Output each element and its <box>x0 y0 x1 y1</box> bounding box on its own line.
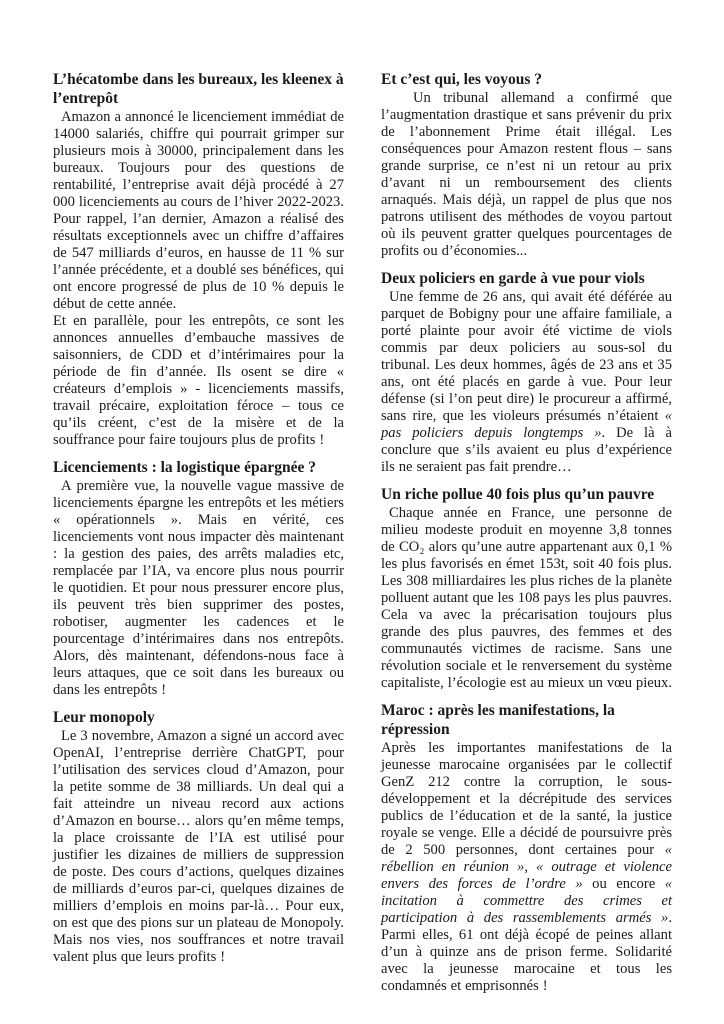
section-heading: Maroc : après les manifestations, la répression <box>381 702 615 738</box>
section-voyous <box>381 70 672 260</box>
section-maroc-repression <box>381 701 672 995</box>
paragraph: Le 3 novembre, Amazon a signé un accord avec OpenAI, l’entreprise derrière ChatGPT, pour l’utilisation des services cloud d’Amazon, pour la petite somme de 38 milliards. Un deal qui a fait atteindre un niveau record aux actions d’Amazon en bourse… alors qu’en même temps, la place croissante de l’IA est utilisé pour justifier les dizaines de milliers de suppression de poste. Des cours d’actions, quelques dizaines de milliards d’euros par-ci, quelques dizaines de milliers d’emplois en moins par-là… Pour eux, on est que des pions sur un plateau de Monopoly. Mais nos vies, nos souffrances et notre travail valent plus que leurs profits ! <box>53 728 344 965</box>
left-column <box>53 70 344 995</box>
section-heading: Licenciements : la logistique épargnée ? <box>53 459 317 476</box>
paragraph: Amazon a annoncé le licenciement immédiat de 14000 salariés, chiffre qui pourrait grimper sur plusieurs mois à 30000, principalement dans les bureaux. Toujours pour des questions de rentabilité, l’entreprise avait déjà procédé à 27 000 licenciements au cours de l’hiver 2022-2023. Pour rappel, l’an dernier, Amazon a réalisé des résultats exceptionnels avec un chiffre d’affaires de 547 milliards d’euros, en hausse de 11 % sur l’année précédente, et a doublé ses bénéfices, qui ont encore progressé de plus de 10 % depuis le début de cette année. <box>53 109 344 312</box>
paragraph: Un tribunal allemand a confirmé que l’augmentation drastique et sans prévenir du prix de l’abonnement Prime était illégal. Les conséquences pour Amazon restent flous – sans grande surprise, ce n’est ni un retour au prix d’avant ni un remboursement des clients arnaqués. Mais déjà, un rappel de plus que nos patrons utilisent des méthodes de voyou partout où ils peuvent gratter quelques pourcentages de profits ou d’économies... <box>381 90 672 259</box>
section-policiers-garde-a-vue <box>381 269 672 476</box>
section-hecatombe-bureaux <box>53 70 344 449</box>
section-heading: Un riche pollue 40 fois plus qu’un pauvre <box>381 486 655 503</box>
paragraph: Après les importantes manifestations de la jeunesse marocaine organisées par le collectif GenZ 212 contre la corruption, le sous-développement et la décrépitude des services publics de l’éducation et de la santé, la justice royale se venge. Elle a décidé de poursuivre près de 2 500 personnes, dont certaines pour « rébellion en réunion », « outrage et violence envers des forces de l’ordre » ou encore « incitation à commettre des crimes et participation à des rassemblements armés ». Parmi elles, 61 ont déjà écopé de peines allant d’un à quinze ans de prison ferme. Solidarité avec la jeunesse marocaine et tous les condamnés et emprisonnés ! <box>381 740 672 994</box>
paragraph: A première vue, la nouvelle vague massive de licenciements épargne les entrepôts et les métiers « opérationnels ». Mais en vérité, ces licenciements vont nous impacter dès maintenant : la gestion des paies, des arrêts maladies etc, remplacée par l’IA, va encore plus nous pourrir le quotidien. Et pour nous pressurer encore plus, ils peuvent très bien supprimer des postes, robotiser, augmenter les cadences et le pourcentage d’intérimaires dans nos entrepôts. Alors, dès maintenant, défendons-nous face à leurs attaques, que ce soit dans les bureaux ou dans les entrepôts ! <box>53 478 344 698</box>
paragraph: Chaque année en France, une personne de milieu modeste produit en moyenne 3,8 tonnes de CO₂ alors qu’une autre appartenant aux 0,1 % les plus favorisés en émet 153t, soit 40 fois plus. Les 308 milliardaires les plus riches de la planète polluent autant que les 108 pays les plus pauvres. Cela va avec la précarisation toujours plus grande des plus pauvres, des femmes et des communautés victimes de racisme. Sans une révolution sociale et le renversement du système capitaliste, l’écologie est au mieux un vœu pieux. <box>381 505 672 691</box>
section-riche-pollue <box>381 485 672 692</box>
section-heading: Deux policiers en garde à vue pour viols <box>381 270 645 287</box>
paragraph: Une femme de 26 ans, qui avait été déférée au parquet de Bobigny pour une affaire familiale, a porté plainte pour avoir été victime de viols commis par deux policiers au sous-sol du tribunal. Les deux hommes, âgés de 23 ans et 35 ans, ont été placés en garde à vue. Pour leur défense (si l’on peut dire) le procureur a affirmé, sans rire, que les violeurs présumés n’étaient « pas policiers depuis longtemps ». De là à conclure que s’ils avaient eu plus d’expérience ils ne seraient pas fait prendre… <box>381 289 672 475</box>
paragraph: Et en parallèle, pour les entrepôts, ce sont les annonces annuelles d’embauche massives de saisonniers, de CDD et d’intérimaires pour la période de fin d’année. Ils osent se dire « créateurs d’emplois » - licenciements massifs, travail précaire, exploitation féroce – tous ce qu’ils créent, c’est de la misère et de la souffrance pour faire toujours plus de profits ! <box>53 313 344 448</box>
two-column-layout <box>53 70 672 995</box>
section-licenciements-logistique <box>53 458 344 699</box>
section-heading: L’hécatombe dans les bureaux, les kleenex à l’entrepôt <box>53 71 344 107</box>
section-heading: Leur monopoly <box>53 709 155 726</box>
right-column <box>381 70 672 995</box>
section-leur-monopoly <box>53 708 344 966</box>
section-heading: Et c’est qui, les voyous ? <box>381 71 543 88</box>
